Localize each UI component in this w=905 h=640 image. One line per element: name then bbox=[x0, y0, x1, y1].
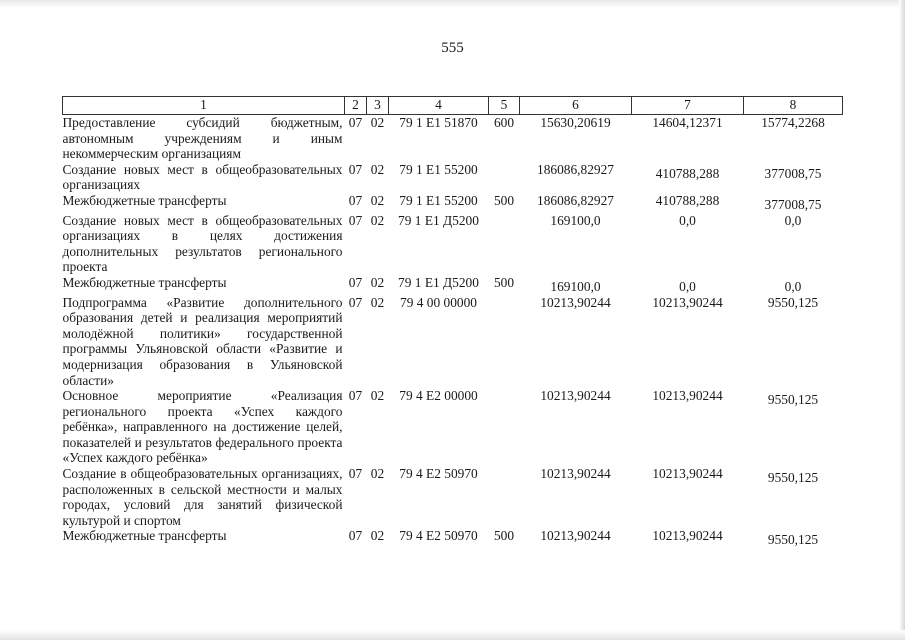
subsection-code: 02 bbox=[370, 388, 385, 404]
amount-col7: 0,0 bbox=[679, 212, 696, 228]
table-row bbox=[63, 162, 843, 193]
expense-type-code: 500 bbox=[493, 192, 515, 208]
amount-col8: 9550,125 bbox=[767, 470, 819, 486]
expense-type-code bbox=[489, 388, 520, 466]
row-name: Подпрограмма «Развитие дополнительного образования детей и реализация мероприятий молодёжной политики» государственной программы Ульяновской области «Развитие и модернизация образования в Ульяновской области» bbox=[62, 294, 343, 388]
expense-type-code bbox=[489, 466, 520, 528]
table-header-row bbox=[63, 97, 843, 115]
scan-edge-right bbox=[899, 0, 905, 640]
target-code: 79 4 E2 50970 bbox=[399, 466, 478, 482]
amount-col7: 10213,90244 bbox=[652, 388, 723, 404]
amount-col6: 10213,90244 bbox=[540, 466, 611, 482]
amount-col6: 169100,0 bbox=[550, 278, 601, 294]
expense-type-code: 500 bbox=[493, 274, 515, 290]
amount-col8: 0,0 bbox=[784, 278, 802, 294]
header-cell: 4 bbox=[389, 97, 489, 115]
table-row bbox=[63, 388, 843, 466]
subsection-code: 02 bbox=[370, 466, 385, 482]
amount-col7: 14604,12371 bbox=[652, 115, 723, 130]
section-code: 07 bbox=[348, 388, 363, 404]
amount-col6: 186086,82927 bbox=[537, 192, 614, 208]
header-cell: 6 bbox=[520, 97, 632, 115]
row-name: Межбюджетные трансферты bbox=[62, 192, 227, 208]
row-name: Создание в общеобразовательных организациях, расположенных в сельской местности и малых городах, условий для занятий физической культурой и спортом bbox=[62, 466, 343, 528]
amount-col7: 410788,288 bbox=[655, 192, 720, 208]
row-name: Создание новых мест в общеобразовательных организациях bbox=[62, 161, 343, 193]
amount-col8: 0,0 bbox=[784, 212, 802, 228]
amount-col6: 15630,20619 bbox=[540, 115, 611, 130]
row-name: Межбюджетные трансферты bbox=[62, 274, 227, 290]
expense-type-code bbox=[489, 213, 520, 275]
table-row bbox=[63, 213, 843, 275]
amount-col8: 9550,125 bbox=[767, 532, 819, 548]
subsection-code: 02 bbox=[370, 528, 385, 544]
amount-col8: 9550,125 bbox=[767, 392, 819, 408]
table-row bbox=[63, 193, 843, 213]
subsection-code: 02 bbox=[370, 294, 385, 310]
amount-col7: 10213,90244 bbox=[652, 466, 723, 482]
target-code: 79 1 E1 Д5200 bbox=[398, 274, 479, 290]
amount-col7: 10213,90244 bbox=[652, 294, 723, 310]
subsection-code: 02 bbox=[370, 274, 385, 290]
subsection-code: 02 bbox=[370, 115, 385, 130]
table-row bbox=[63, 115, 843, 162]
expense-type-code bbox=[489, 295, 520, 389]
section-code: 07 bbox=[348, 274, 363, 290]
section-code: 07 bbox=[348, 115, 363, 130]
section-code: 07 bbox=[348, 294, 363, 310]
amount-col6: 10213,90244 bbox=[540, 528, 611, 544]
target-code: 79 4 E2 50970 bbox=[399, 528, 478, 544]
amount-col8: 377008,75 bbox=[764, 165, 822, 181]
amount-col8: 9550,125 bbox=[767, 294, 819, 310]
header-cell: 2 bbox=[345, 97, 367, 115]
table-row bbox=[63, 295, 843, 389]
header-cell: 1 bbox=[63, 97, 345, 115]
amount-col7: 410788,288 bbox=[655, 165, 720, 181]
header-cell: 5 bbox=[489, 97, 520, 115]
target-code: 79 4 E2 00000 bbox=[399, 388, 478, 404]
amount-col6: 10213,90244 bbox=[540, 388, 611, 404]
target-code: 79 1 E1 51870 bbox=[399, 115, 478, 130]
amount-col6: 10213,90244 bbox=[540, 294, 611, 310]
budget-table bbox=[62, 96, 843, 548]
target-code: 79 1 E1 55200 bbox=[399, 192, 478, 208]
page-number: 555 bbox=[441, 40, 464, 56]
section-code: 07 bbox=[348, 161, 363, 177]
amount-col6: 169100,0 bbox=[550, 212, 601, 228]
row-name: Межбюджетные трансферты bbox=[62, 528, 227, 544]
row-name: Создание новых мест в общеобразовательных организациях в целях достижения дополнительных результатов регионального проекта bbox=[62, 212, 343, 275]
expense-type-code bbox=[489, 162, 520, 193]
amount-col7: 10213,90244 bbox=[652, 528, 723, 544]
row-name: Основное мероприятие «Реализация регионального проекта «Успех каждого ребёнка», направленного на достижение целей, показателей и результатов федерального проекта «Успех каждого ребёнка» bbox=[62, 388, 343, 466]
table-row bbox=[63, 466, 843, 528]
scan-edge-bottom bbox=[0, 630, 905, 640]
amount-col8: 15774,2268 bbox=[761, 115, 825, 130]
section-code: 07 bbox=[348, 212, 363, 228]
amount-col6: 186086,82927 bbox=[537, 161, 614, 177]
section-code: 07 bbox=[348, 528, 363, 544]
target-code: 79 1 E1 55200 bbox=[399, 161, 478, 177]
subsection-code: 02 bbox=[370, 161, 385, 177]
amount-col8: 377008,75 bbox=[764, 196, 822, 212]
scan-edge-top bbox=[0, 0, 905, 8]
target-code: 79 4 00 00000 bbox=[400, 294, 477, 310]
subsection-code: 02 bbox=[370, 212, 385, 228]
amount-col7: 0,0 bbox=[679, 278, 696, 294]
expense-type-code: 500 bbox=[493, 528, 515, 544]
header-cell: 3 bbox=[367, 97, 389, 115]
table-row bbox=[63, 275, 843, 295]
header-cell: 8 bbox=[744, 97, 843, 115]
header-cell: 7 bbox=[632, 97, 744, 115]
section-code: 07 bbox=[348, 466, 363, 482]
row-name: Предоставление субсидий бюджетным, автономным учреждениям и иным некоммерческим организациям bbox=[62, 115, 343, 162]
table-row bbox=[63, 528, 843, 548]
subsection-code: 02 bbox=[370, 192, 385, 208]
target-code: 79 1 E1 Д5200 bbox=[398, 212, 479, 228]
expense-type-code: 600 bbox=[493, 115, 515, 130]
section-code: 07 bbox=[348, 192, 363, 208]
